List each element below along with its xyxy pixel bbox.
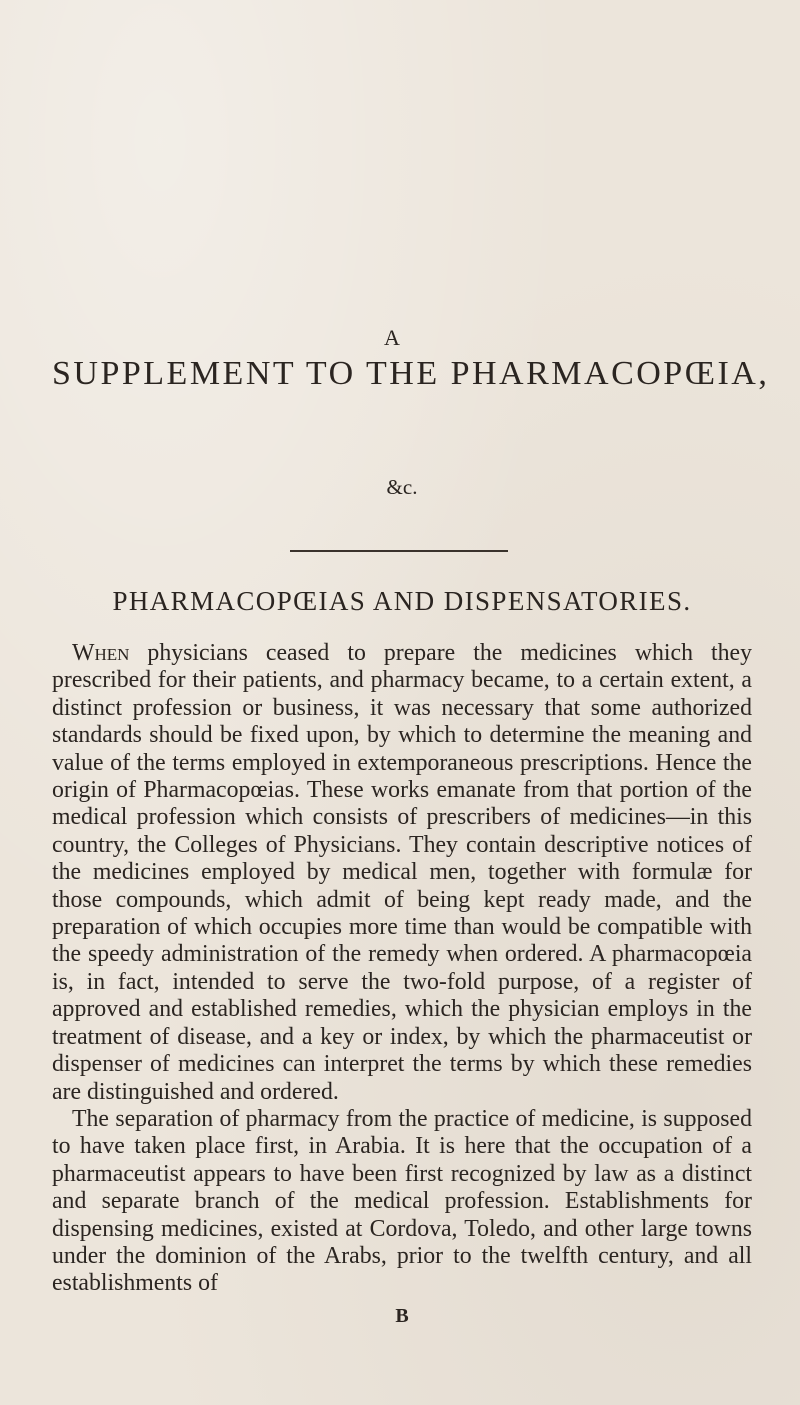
- page-title: SUPPLEMENT TO THE PHARMACOPŒIA,: [52, 355, 770, 392]
- signature-mark: A: [384, 325, 420, 350]
- section-divider: [290, 550, 508, 552]
- paragraph-2: [52, 1106, 752, 1298]
- paragraph-1: [52, 640, 752, 1106]
- paragraph-1-text: physicians ceased to prepare the medicines which they prescribed for their patients, and pharmacy became, to a certain extent, a distinct profession or business, it was necessary that some authorized standards should be fixed upon, by which to determine the meaning and value of the terms employed in extemporaneous prescriptions. Hence the origin of Pharmacopœias. These works emanate from that portion of the medical profession which consists of prescribers of medicines—in this country, the Colleges of Physicians. They contain descriptive notices of the medicines employed by medical men, together with formulæ for those compounds, which admit of being kept ready made, and the preparation of which occupies more time than would be compatible with the speedy administration of the remedy when ordered. A pharmacopœia is, in fact, intended to serve the two-fold purpose, of a register of approved and established remedies, which the physician employs in the treatment of disease, and a key or index, by which the pharmaceutist or dispenser of medicines can interpret the terms by which these remedies are distinguished and ordered.: [52, 640, 752, 1105]
- body-text: [52, 640, 752, 1298]
- section-heading: PHARMACOPŒIAS AND DISPENSATORIES.: [112, 586, 692, 616]
- paragraph-1-lead-word: When: [72, 640, 130, 666]
- footer-signature-mark: B: [395, 1305, 409, 1327]
- paragraph-2-text: The separation of pharmacy from the practice of medicine, is supposed to have taken place first, in Arabia. It is here that the occupation of a pharmaceutist appears to have been first recognized by law as a distinct and separate branch of the medical profession. Establishments for dispensing medicines, existed at Cordova, Toledo, and other large towns under the dominion of the Arabs, prior to the twelfth century, and all establishments of: [52, 1105, 752, 1297]
- title-continuation: &c.: [386, 475, 418, 499]
